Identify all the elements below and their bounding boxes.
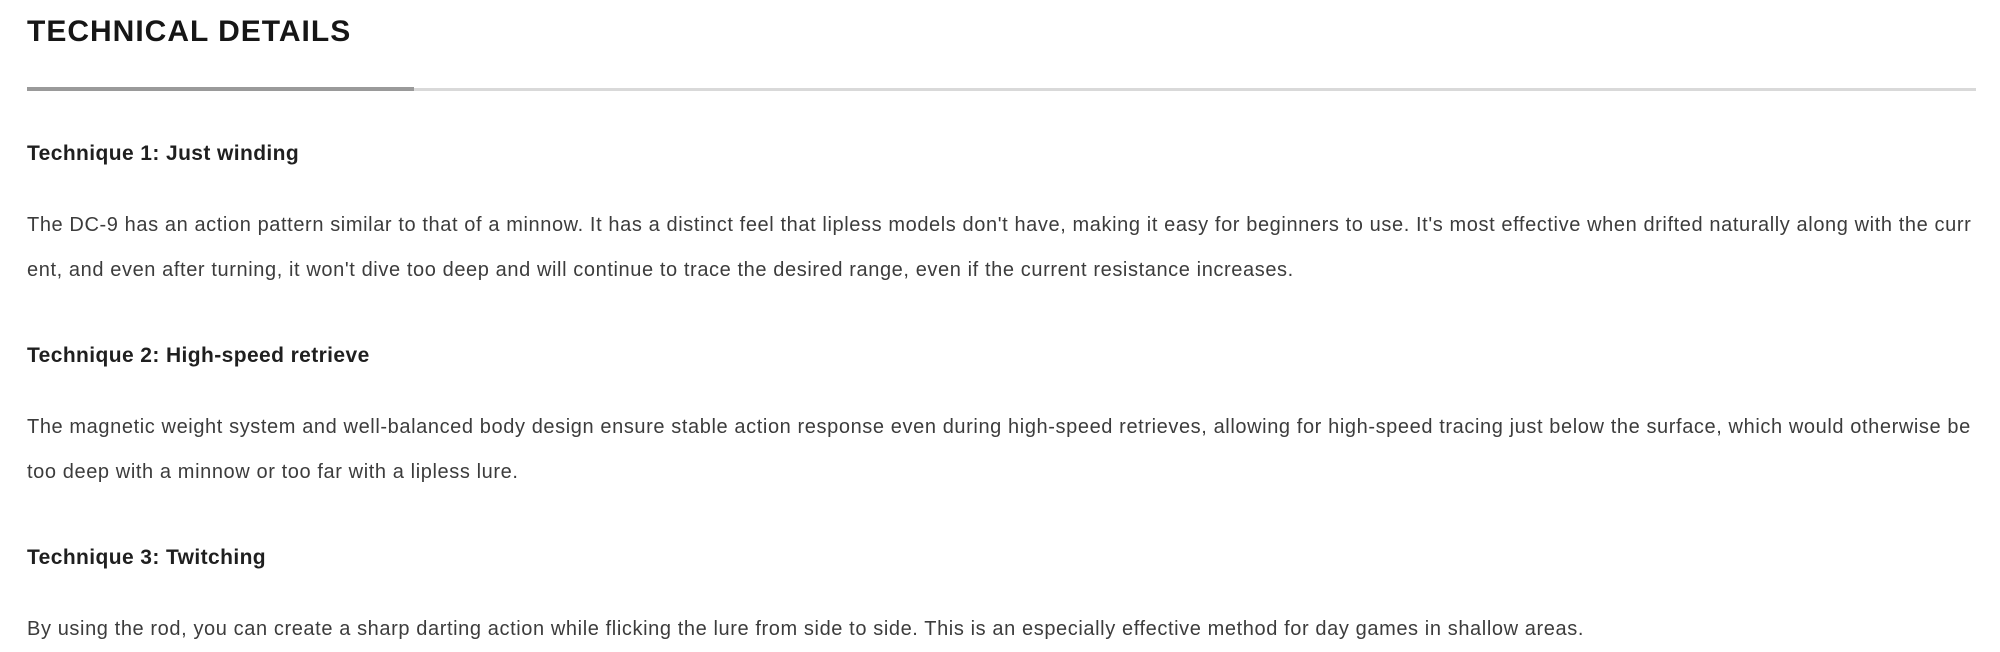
- technique-3-section: [27, 545, 1976, 652]
- technique-1-section: [27, 141, 1976, 293]
- page-title: TECHNICAL DETAILS: [27, 15, 352, 48]
- technique-3-body: By using the rod, you can create a sharp darting action while flicking the lure from side to side. This is an especially effective method for day games in shallow areas.: [27, 618, 1584, 640]
- technique-2-heading: Technique 2: High-speed retrieve: [27, 344, 370, 367]
- technique-1-heading: Technique 1: Just winding: [27, 142, 300, 165]
- title-divider: [27, 88, 1976, 91]
- technique-1-body: The DC-9 has an action pattern similar to that of a minnow. It has a distinct feel that lipless models don't have, making it easy for beginners to use. It's most effective when drifted naturally along with the current, and even after turning, it won't dive too deep and will continue to trace the desired range, even if the current resistance increases.: [27, 214, 1972, 281]
- technique-3-heading: Technique 3: Twitching: [27, 546, 267, 569]
- title-divider-accent: [27, 87, 414, 91]
- technique-2-body: The magnetic weight system and well-balanced body design ensure stable action response even during high-speed retrieves, allowing for high-speed tracing just below the surface, which would otherwise be too deep with a minnow or too far with a lipless lure.: [27, 416, 1971, 483]
- technique-2-section: [27, 343, 1976, 495]
